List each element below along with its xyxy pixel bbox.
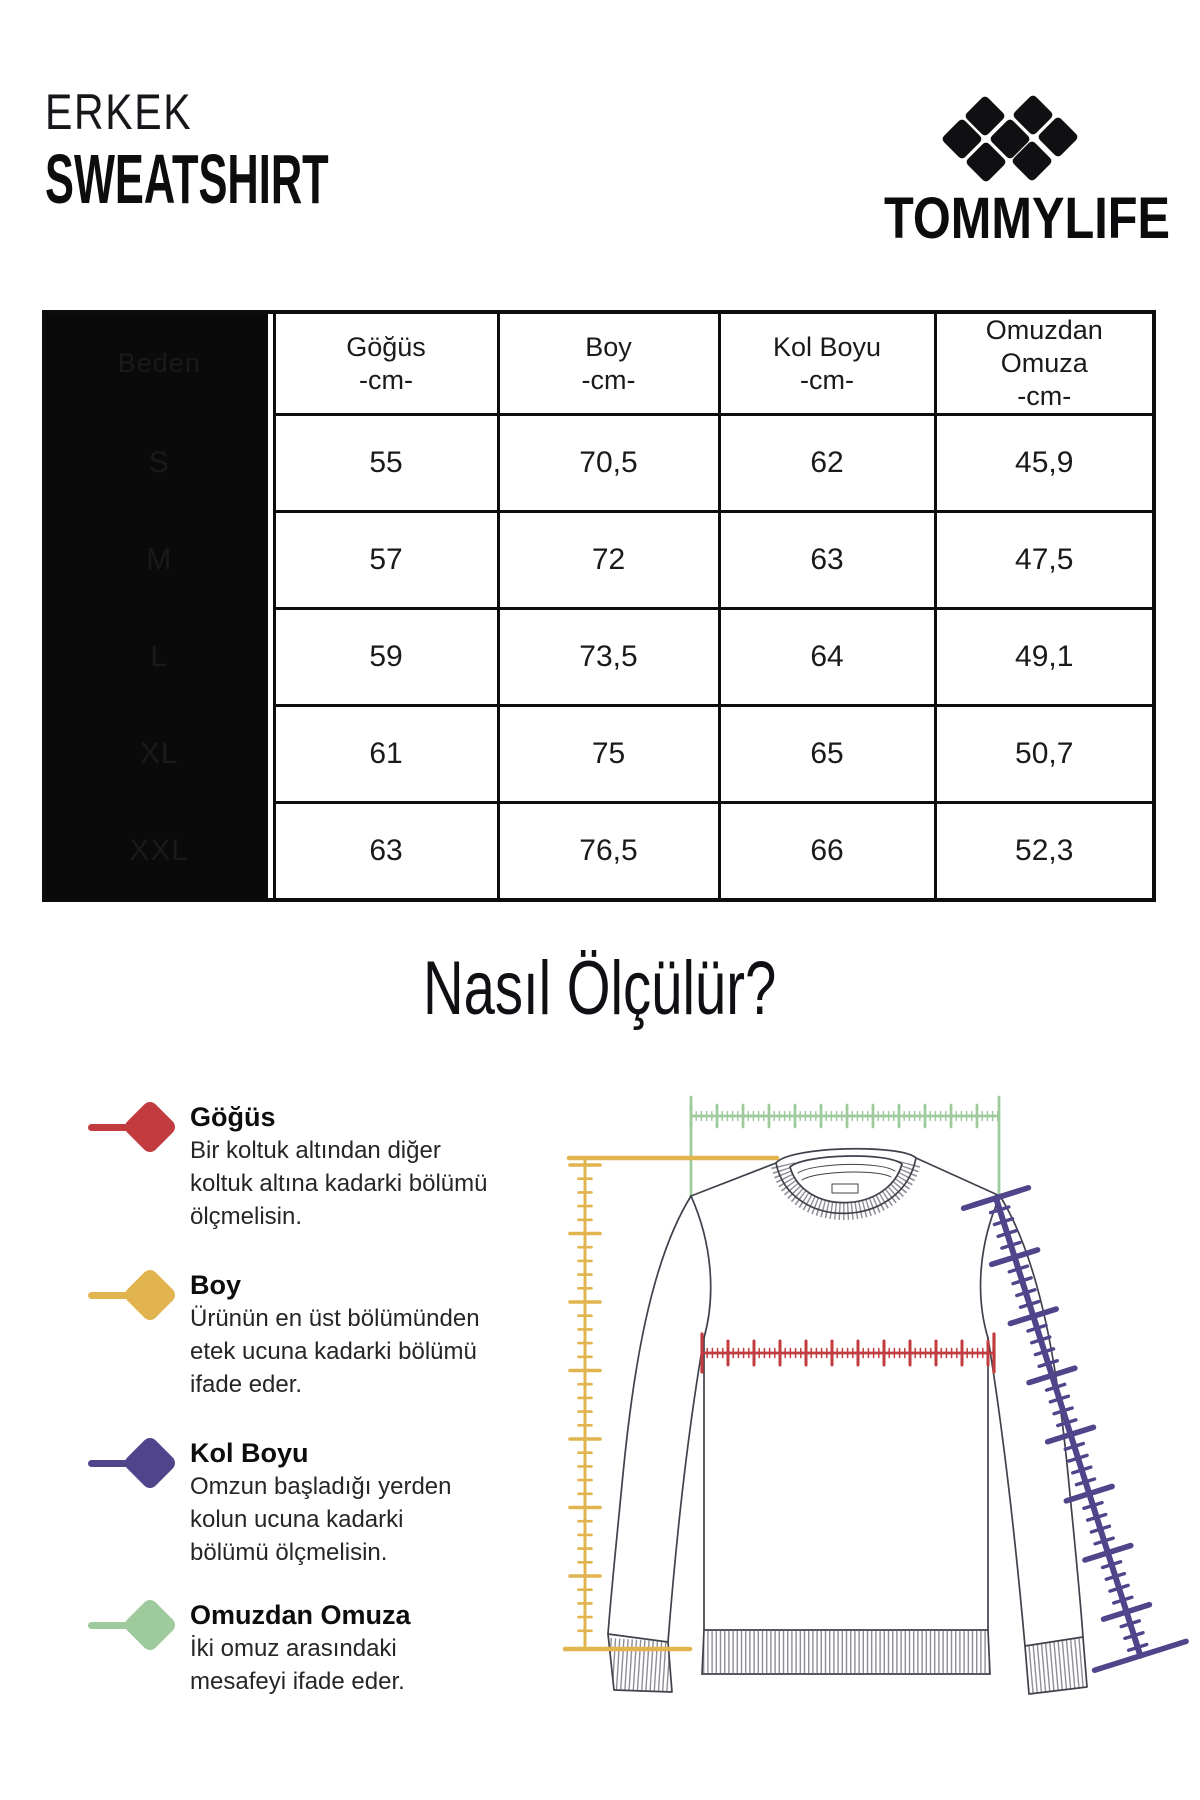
chest-value: 55 (274, 415, 498, 512)
shoulder-value: 47,5 (935, 512, 1154, 609)
shoulder-value: 45,9 (935, 415, 1154, 512)
size-table (42, 310, 1156, 902)
shoulder-marker-icon (88, 1596, 190, 1660)
size-label: S (44, 415, 274, 512)
length-value: 73,5 (498, 609, 719, 706)
sleeve-value: 62 (719, 415, 935, 512)
table-row (44, 609, 1154, 706)
size-label: XXL (44, 803, 274, 900)
header-size: Beden (44, 312, 274, 415)
table-row (44, 512, 1154, 609)
diamond-icon (122, 1597, 179, 1654)
size-label: L (44, 609, 274, 706)
page-title (45, 84, 503, 218)
length-marker-icon (88, 1266, 190, 1330)
chest-value: 63 (274, 803, 498, 900)
chest-value: 57 (274, 512, 498, 609)
diamond-cluster-icon (935, 90, 1085, 190)
legend-description: İki omuz arasındaki mesafeyi ifade eder. (190, 1635, 405, 1695)
legend-label: Göğüs (190, 1102, 276, 1132)
sleeve-value: 64 (719, 609, 935, 706)
table-header-row (44, 312, 1154, 415)
sleeve-value: 66 (719, 803, 935, 900)
header-shoulder: Omuzdan Omuza -cm- (935, 312, 1154, 415)
length-value: 75 (498, 706, 719, 803)
diamond-icon (122, 1267, 179, 1324)
legend-description: Bir koltuk altından diğer koltuk altına kadarki bölümü ölçmelisin. (190, 1137, 488, 1230)
header-chest: Göğüs -cm- (274, 312, 498, 415)
header-length: Boy -cm- (498, 312, 719, 415)
table-row (44, 706, 1154, 803)
legend-label: Omuzdan Omuza (190, 1600, 411, 1630)
shoulder-value: 52,3 (935, 803, 1154, 900)
length-value: 72 (498, 512, 719, 609)
chest-value: 59 (274, 609, 498, 706)
table-row (44, 415, 1154, 512)
legend-label: Boy (190, 1270, 242, 1300)
product-category: ERKEK (45, 84, 193, 140)
length-value: 70,5 (498, 415, 719, 512)
how-to-measure-heading: Nasıl Ölçülür? (423, 946, 777, 1031)
chest-value: 61 (274, 706, 498, 803)
legend-description: Ürünün en üst bölümünden etek ucuna kadarki bölümü ifade eder. (190, 1305, 480, 1398)
product-type: SWEATSHIRT (45, 140, 329, 218)
chest-ruler (702, 1334, 994, 1372)
sleeve-value: 63 (719, 512, 935, 609)
shoulder-value: 50,7 (935, 706, 1154, 803)
header-sleeve: Kol Boyu -cm- (719, 312, 935, 415)
legend-description: Omzun başladığı yerden kolun ucuna kadarki bölümü ölçmelisin. (190, 1473, 452, 1566)
size-label: M (44, 512, 274, 609)
brand-block (860, 90, 1170, 251)
sleeve-marker-icon (88, 1434, 190, 1498)
diamond-icon (122, 1099, 179, 1156)
size-label: XL (44, 706, 274, 803)
brand-name: TOMMYLIFE (884, 186, 1170, 251)
shoulder-value: 49,1 (935, 609, 1154, 706)
sleeve-value: 65 (719, 706, 935, 803)
legend-label: Kol Boyu (190, 1438, 309, 1468)
table-row (44, 803, 1154, 900)
sleeve-ruler (950, 1184, 1186, 1671)
chest-marker-icon (88, 1098, 190, 1162)
sweatshirt-measurement-diagram (440, 1000, 1200, 1800)
diamond-icon (122, 1435, 179, 1492)
length-ruler (565, 1158, 777, 1649)
length-value: 76,5 (498, 803, 719, 900)
